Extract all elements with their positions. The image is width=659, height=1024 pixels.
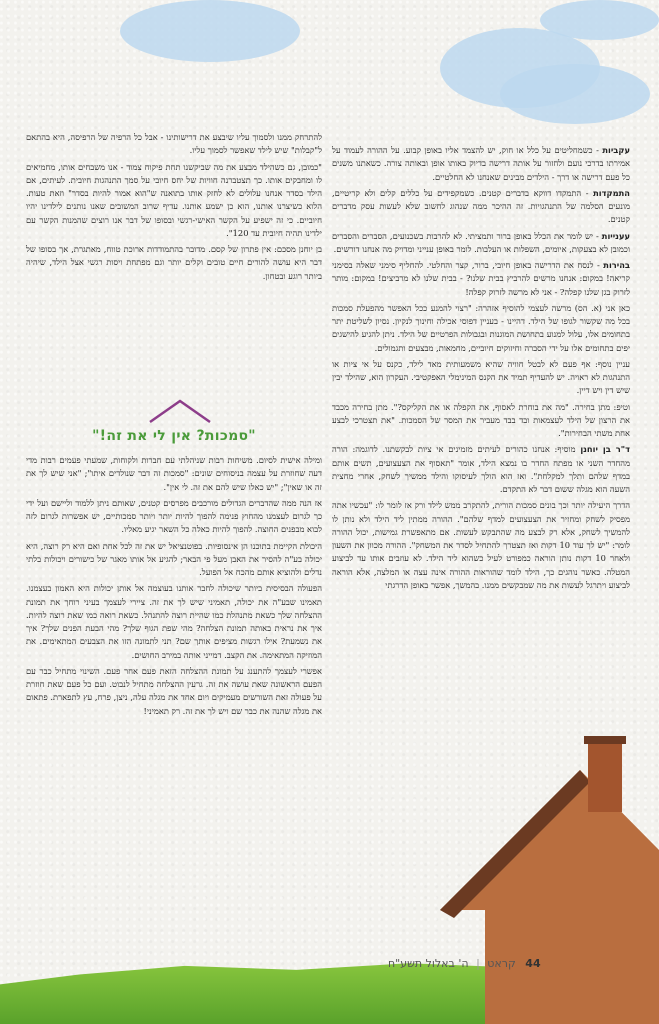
paragraph-text: הדרך היעילה יותר וכך בונים סמכות הורית, להתקרב ממש לילד ורק אז לומר לו: "עכשיו אתה מפסיק לשחק ומחזיר את הצעצועים למדף שלהם". ההורה ממתין ליד הילד ולא נותן לו להמשיך לשחק, אלא רק לבצע מה שהתבקש לעשות. אם מתאפשרת גמישות, יכול ההורה לומר: "יש לך עוד 10 דקות ואז תצטרך להתחיל לסדר את המשחק". ההורה מכוון את השעון ולאחר 10 דקות נותן הוראה כמפורט לעיל כשהוא ליד הילד. לא עוזבים אותו עד לביצוע המטלה. כאשר נוהגים כך, הילד לומד שהוראות ההורה אינה עצה או המלצה, אלא הוראה לביצוע ויתרגל לעשות את מה שמבקשים ממנו. בהמשך, אפשר באופן הדרגתי xyxy=(332,500,631,590)
paragraph-text: - התמקדו דווקא בדברים קטנים. כשמקפידים על כללים קלים ולא קריטיים, מונעים הסלמה של התנהגויות. זה ההיכר ממה שנהוג לחשוב שלא לעשות עסק מדברים קטנים. xyxy=(332,187,630,225)
paragraph xyxy=(332,259,630,299)
paragraph: ומילה אישית לסיום. משיחות רבות שניהלתי עם חברות ולקוחות, שמעתי פעמים רבות מדי דעה שחוזרת על עצמה בניסוחים שונים: "סמכות זה דבר שנולדים איתו"; "אני שיש לך את זה או שאין"; "יש כאלו שיש להם את זה. לי אין". xyxy=(26,455,322,492)
issue-date: ה' באלול תשע"ח xyxy=(388,957,469,970)
paragraph-text: עניין נוסף: אף פעם לא לבטל חוויה שהיא משמעותית מאד לילד, כקנס על אי ציות או התנהגות לא ראויה. יש להעדיף תמיד את הקנס המינימלי האפקטיבי. העקרון הוא, שהילד יבין שיש דין ויש דיין. xyxy=(332,358,630,396)
page-number: 44 xyxy=(525,957,541,970)
paragraph-term: עענייות xyxy=(601,230,630,241)
right-column xyxy=(332,144,630,595)
paragraph: אפשרי לעצמך להתענג על תמונת ההצלחה הזאת פעם אחר פעם. השינוי מתחיל כבר עם הפעם הראשונה שאת עושה את זה. גרעין ההצלחה מתחיל לנבוט. ועם כל פעם שאת חוזרת על פעולה זאת השורשים מעמיקים ויום אחד את מגלה עלה, ניצן, פרח, עץ לתפארת. פתאום את מגלה שהנה את כבר שם ויש לך את זה. רק תאמיני! xyxy=(26,665,322,716)
paragraph xyxy=(332,443,630,496)
paragraph-text: - יש לומר את הכלל באופן ברור ותמציתי. לא להרבות בשכנועים, הסברים והסברים וכמובן לא בצעקות, איומים, השפלות או העלבות. לומר באופן ענייני ומדויק מה אנחנו דורשים. xyxy=(332,230,630,254)
footer-separator: | xyxy=(476,957,480,970)
paragraph-term: בהירות xyxy=(603,260,630,270)
paragraph xyxy=(332,302,630,355)
cloud-decoration xyxy=(120,0,300,62)
magazine-name: קראט xyxy=(487,957,516,970)
left-column-top xyxy=(26,131,322,286)
paragraph-text: מוסיף: אנחנו כהורים לעיתים מזמינים אי ציות לבקשתנו. לדוגמה: הורה מהחדר השני או מפתח החדר בו נמצא הילד, אומר "תאסוף את הצעצועים, תשים אותם במדף שלהם ותלך למקלחת". ואז הוא הולך לעיסוקו והילד ממשיך לשחק, אחרי מחצית השעה הוא מגלה ששום דבר לא התקדם. xyxy=(332,444,630,494)
paragraph xyxy=(332,499,630,592)
page-footer xyxy=(388,957,541,970)
paragraph: להתרחק ממנו ולסמוך עליו שיבצע את דרישותינו - אבל כל הרפיה של הרפיסה, היא בהתאם ל"קבלות" שיש לילד שאפשר לסמוך עליו. xyxy=(26,132,322,156)
paragraph-text: וטיפ: מתן בחירה. "מה את בוחרת לאסוף, את הקפלה או את הקליקס?". מתן בחירה מכבד את הרצון של הילד לעצמאות ובד בבד מעביר את המסר של הסמכות. "את תצטרכי לבצע אחת משתי הבחירות". xyxy=(332,401,630,438)
chevron-divider-icon xyxy=(148,398,212,424)
paragraph-text: כאן אני (א. הס) מרשה לעצמי להוסיף אזהרה: "רצוי להמנע ככל האפשר מהפעלת סמכות בכל מה שקשור לגופו של הילד. דהיינו - בעניין דפוסי אכילה וחינוך לנקיון. נסיון לשליטת יתר בתחומים אלו, עלול למנוע בתחושת המוגנות ובגבולות הפרטיים של הילד. ניתן להגיע להישגים יפים בתחומים אלו על ידי הסברה וחיזוקים חיוביים, מחמאות, מבצעים ותגמולים. xyxy=(332,302,630,353)
paragraph xyxy=(332,358,630,398)
paragraph: אז הנה ממה שהדברים הגדולים מורכבים מפרסים קטנים, שאותם ניתן ללמוד וליישם ועל ידי כך לגרום לעצמנו מהחוץ פנימה להפוך להיות יותר ויותר סמכותיים, יש אפשרות לגרום לזה לבוא מבפנים החוצה. להפוך להיות כאלה כל השאר יגיע מאליו. xyxy=(26,497,322,535)
paragraph-term: עקביות xyxy=(602,145,630,155)
paragraph-term: התמקדות xyxy=(593,187,630,198)
paragraph xyxy=(332,187,630,227)
paragraph xyxy=(332,401,630,441)
paragraph xyxy=(332,144,630,184)
paragraph: בן יוחנן מסכם: אין פתרון של קסם. מדובר בהתמודדות ארוכת טווח, מאתגרת, אך בסופו של דבר היא עושה להורים חיים טובים וקלים יותר וגם מפתחת ויסות רגשי אצל הילד, שיהיה ביותר רוגע ובטחון. xyxy=(26,244,322,281)
paragraph: "כמובן, גם כשהילד מבצע את מה שביקשנו תחת פיקוח צמוד - אנו משבחים אותו, מחמיאים לו ומחבקים אותו. כך תצטברנה חוויות של יחס חיובי על סמך התנהגות חיובית. לעיתים, אם הילד בסדר אנחנו עלולים לא לחזק אותו בתואנה ש"הוא אמור להיות בסדר" וזאת טעות. הלוא כשיצרנו אותנו, הוא כן ישמע אותנו. עדיף שרוב המשובים שאנו נותנים לילדינו יהיו חיוביים. כי זה ישפיע על הקשר האישי-רגשי ובסופו של דבר אנו רוצים שהמנות הקשר עם ילדינו תהיה חיובית עד 120". xyxy=(26,161,322,238)
cloud-decoration xyxy=(540,0,659,40)
left-column-bottom xyxy=(26,454,322,721)
paragraph xyxy=(332,230,630,257)
paragraph-text: - כשמחליטים על כלל או חוק, יש להצמד אליו באופן קבוע. על ההורה לעמוד על אמירתו בדרכי נועם ולחזור על אותה דרישה בדיוק באותו אופן ובאותה צורה. כשאתנו משנים כל פעם דרישה או דרך - הילדים מבינים שאנחנו לא החלטיים. xyxy=(332,145,630,182)
cloud-decoration xyxy=(500,64,650,124)
section-title: "סמכות? אין לי את זה!" xyxy=(92,428,256,444)
house-illustration xyxy=(440,720,659,1024)
paragraph: היכולת הקיימת בתוכנו הן אינסופיות. בפוטנציאל יש את זה לכל אחת ואם היא רק רוצה, היא יכולה בע"ה להסיר את האבן מעל פי הבאר; להגיע אל אותו מאגר של כישורים ויכולות בלתי נדלים ולהוציא אותם מהכח אל הפועל. xyxy=(26,540,322,577)
paragraph-term: ד"ר בן יוחנן xyxy=(580,444,630,455)
paragraph: הפעולה הבסיסית ביותר שיכולה לחבר אותנו בעוצמה אל אותן יכולות היא האמון בעצמנו. תאמינו שבע"ה את יכולה, תאמיני שיש לך את זה. ציירי לעצמך בעיני רוחך את תמונת ההצלחה שלך כשאת מתנהלת כמו שהיית רוצה להתנהל. כשאת רואה כמו שאת רוצה להיות. איך את נראית באותה תמונת הצלחה? מהי שפת הגוף שלך? מהי הבעת הפנים שלך? איך את נשמעת? אילו רגשות מציפים אותך שם? תני לתמונה הזו את הצבעים המתאימים. את המוזיקה המתאימה. את הקצב. דמייני אותה במירב החושים. xyxy=(26,583,322,660)
paragraph-text: - לנסח את הדרישה באופן חיובי, ברור, קצר והחלטי. להחליף סימני שאלה בסימני קריאה! במקום: אנחנו מרשים להרביץ בבית שלנו? - בבית שלנו לא מרביצים! במקום: מותר לזרוק בגן שלנו קפלה? - אני לא מרשה לזרוק קפלה! xyxy=(332,260,630,297)
